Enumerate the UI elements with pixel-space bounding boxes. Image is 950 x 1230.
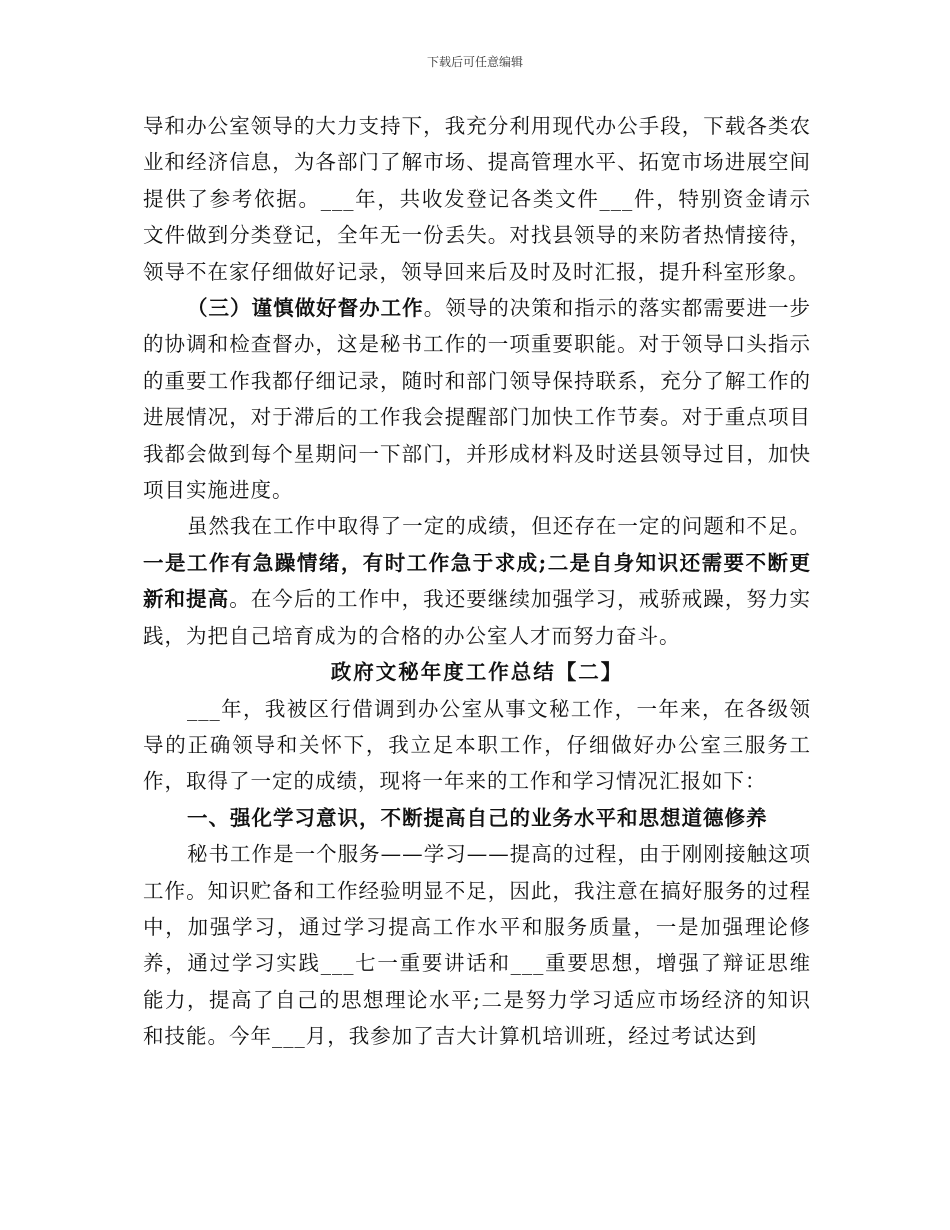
page-header: 下载后可任意编辑 — [426, 55, 523, 69]
document-title: 政府文秘年度工作总结【二】 — [330, 660, 624, 685]
paragraph-3-rest: 。在今后的工作中，我还要继续加强学习，戒骄戒躁，努力实践，为把自己培育成为的合格的办公室人才而努力奋斗。 — [143, 587, 812, 648]
paragraph-3 — [143, 508, 811, 654]
paragraph-2 — [143, 290, 811, 508]
paragraph-5: 秘书工作是一个服务——学习——提高的过程，由于刚刚接触这项工作。知识贮备和工作经验明显不足，因此，我注意在搞好服务的过程中，加强学习，通过学习提高工作水平和服务质量，一是加强理论修养，通过学习实践___七一重要讲话和___重要思想，增强了辩证思维能力，提高了自己的思想理论水平;二是努力学习适应市场经济的知识和技能。今年___月，我参加了吉大计算机培训班，经过考试达到 — [143, 842, 811, 1049]
paragraph-3-bold: 一是工作有急躁情绪，有时工作急于求成;二是自身知识还需要不断更新和提高 — [143, 550, 811, 612]
paragraph-3-start: 虽然我在工作中取得了一定的成绩，但还存在一定的问题和不足。 — [187, 514, 811, 539]
document-body — [143, 108, 811, 1055]
section-heading-3: （三）谨慎做好督办工作 — [187, 296, 424, 321]
paragraph-4: ___年，我被区行借调到办公室从事文秘工作，一年来，在各级领导的正确领导和关怀下，我立足本职工作，仔细做好办公室三服务工作，取得了一定的成绩，现将一年来的工作和学习情况汇报如下： — [143, 696, 811, 794]
paragraph-1: 导和办公室领导的大力支持下，我充分利用现代办公手段，下载各类农业和经济信息，为各部门了解市场、提高管理水平、拓宽市场进展空间提供了参考依据。___年，共收发登记各类文件___件，特别资金请示文件做到分类登记，全年无一份丢失。对找县领导的来防者热情接待，领导不在家仔细做好记录，领导回来后及时及时汇报，提升科室形象。 — [143, 114, 811, 284]
paragraph-2-text: 。领导的决策和指示的落实都需要进一步的协调和检查督办，这是秘书工作的一项重要职能。对于领导口头指示的重要工作我都仔细记录，随时和部门领导保持联系，充分了解工作的进展情况，对于滞后的工作我会提醒部门加快工作节奏。对于重点项目我都会做到每个星期问一下部门，并形成材料及时送县领导过目，加快项目实施进度。 — [143, 296, 812, 503]
section-heading-1: 一、强化学习意识，不断提高自己的业务水平和思想道德修养 — [187, 805, 768, 830]
